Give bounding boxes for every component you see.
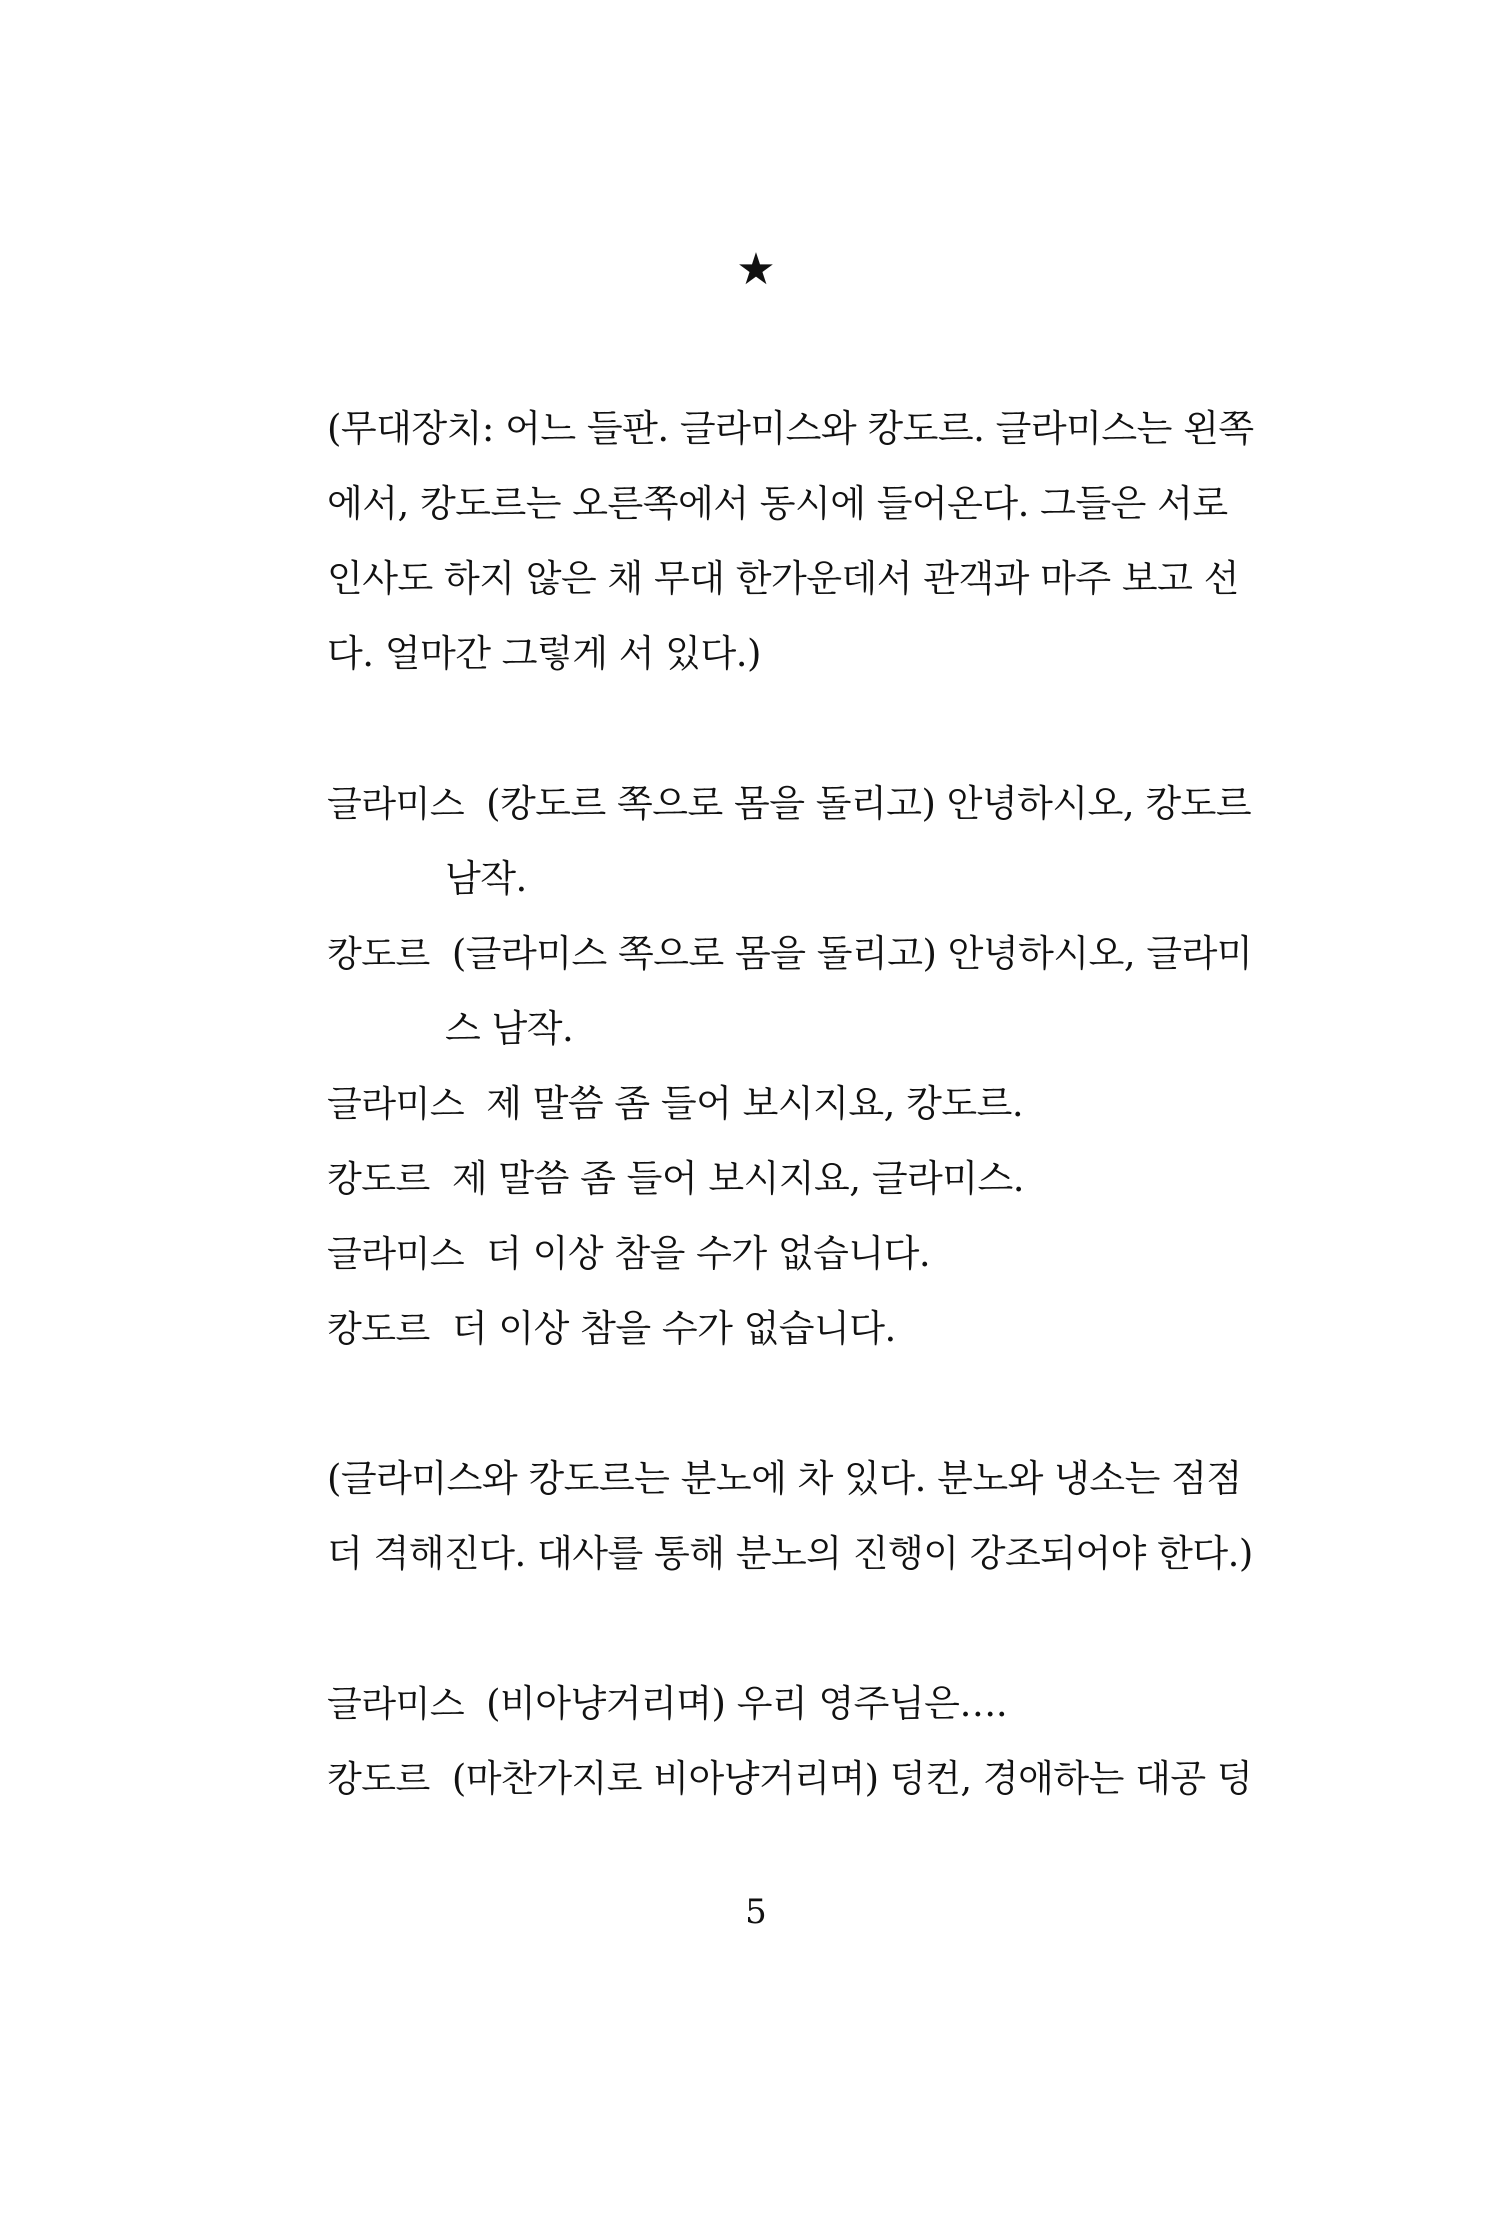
stage-direction-line <box>327 407 1257 450</box>
stage-direction-line: 더 격해진다. 대사를 통해 분노의 진행이 강조되어야 한다.) <box>327 1532 1253 1575</box>
page-number: 5 <box>745 1892 767 1932</box>
dialogue-line <box>327 782 1257 825</box>
dialogue-line <box>327 1757 1257 1800</box>
dialogue-text: (글라미스 쪽으로 몸을 돌리고) 안녕하시오, 글라미 <box>451 932 1253 975</box>
star-ornament: ★ <box>736 244 776 295</box>
dialogue-line <box>327 1157 1257 1200</box>
dialogue-text: 제 말씀 좀 들어 보시지요, 글라미스. <box>451 1157 1025 1200</box>
speaker-name: 글라미스 <box>327 1684 465 1725</box>
dialogue-line <box>327 932 1257 975</box>
dialogue-text: 더 이상 참을 수가 없습니다. <box>486 1232 931 1275</box>
dialogue-text: 제 말씀 좀 들어 보시지요, 캉도르. <box>486 1082 1024 1125</box>
dialogue-line <box>327 1682 1257 1725</box>
dialogue-text: (마찬가지로 비아냥거리며) 덩컨, 경애하는 대공 덩 <box>451 1757 1253 1800</box>
stage-direction-line: 에서, 캉도르는 오른쪽에서 동시에 들어온다. 그들은 서로 <box>327 482 1228 525</box>
speaker-name: 캉도르 <box>327 1759 430 1800</box>
stage-direction-line: 인사도 하지 않은 채 무대 한가운데서 관객과 마주 보고 선 <box>327 557 1239 600</box>
dialogue-line <box>327 1307 1257 1350</box>
dialogue-text: 더 이상 참을 수가 없습니다. <box>451 1307 896 1350</box>
stage-direction-line: (글라미스와 캉도르는 분노에 차 있다. 분노와 냉소는 점점 <box>327 1457 1242 1500</box>
stage-direction-line: 다. 얼마간 그렇게 서 있다.) <box>327 632 761 675</box>
dialogue-continuation: 스 남작. <box>445 1007 574 1050</box>
dialogue-continuation: 남작. <box>445 857 527 900</box>
dialogue-text: (비아냥거리며) 우리 영주님은…. <box>486 1682 1008 1725</box>
speaker-name: 글라미스 <box>327 784 465 825</box>
stage-direction-text: (무대장치: 어느 들판. 글라미스와 캉도르. 글라미스는 왼쪽 <box>327 407 1254 450</box>
speaker-name: 캉도르 <box>327 1309 430 1350</box>
dialogue-line <box>327 1082 1257 1125</box>
speaker-name: 글라미스 <box>327 1234 465 1275</box>
dialogue-line <box>327 1232 1257 1275</box>
speaker-name: 캉도르 <box>327 934 430 975</box>
speaker-name: 글라미스 <box>327 1084 465 1125</box>
speaker-name: 캉도르 <box>327 1159 430 1200</box>
dialogue-text: (캉도르 쪽으로 몸을 돌리고) 안녕하시오, 캉도르 <box>486 782 1252 825</box>
